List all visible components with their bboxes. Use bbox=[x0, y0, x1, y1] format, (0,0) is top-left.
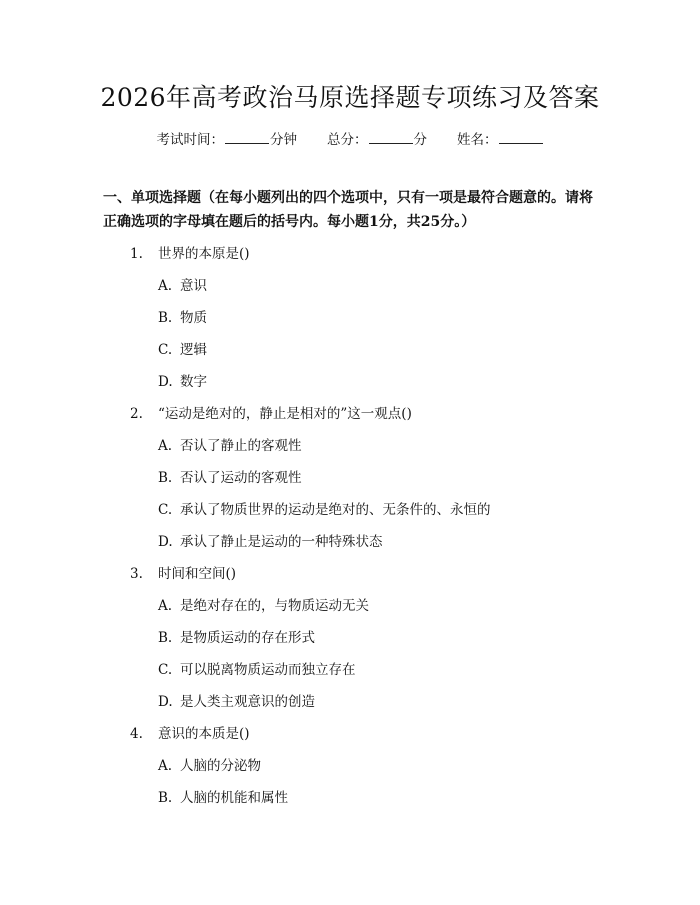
option-letter: B. bbox=[158, 790, 173, 806]
option-text: 承认了物质世界的运动是绝对的、无条件的、永恒的 bbox=[180, 502, 491, 518]
total-score-blank bbox=[369, 129, 413, 144]
question-item bbox=[0, 398, 700, 430]
option-text: 逻辑 bbox=[180, 342, 207, 358]
option-letter: C. bbox=[158, 662, 173, 678]
option-text: 否认了静止的客观性 bbox=[180, 438, 302, 454]
question-number: 4. bbox=[130, 726, 143, 742]
question-number: 1. bbox=[130, 246, 143, 262]
option-text: 可以脱离物质运动而独立存在 bbox=[180, 662, 356, 678]
exam-time-blank bbox=[225, 129, 269, 144]
question-item bbox=[0, 238, 700, 270]
section-heading: 一、单项选择题（在每小题列出的四个选项中，只有一项是最符合题意的。请将正确选项的字母填在题后的括号内。每小题1分，共25分。） bbox=[103, 190, 593, 230]
option-item bbox=[0, 270, 700, 302]
option-item bbox=[0, 782, 700, 814]
option-letter: B. bbox=[158, 470, 173, 486]
option-letter: A. bbox=[158, 598, 173, 614]
total-score-label: 总分： bbox=[327, 132, 368, 148]
option-text: 数字 bbox=[180, 374, 207, 390]
option-text: 承认了静止是运动的一种特殊状态 bbox=[180, 534, 383, 550]
option-letter: C. bbox=[158, 342, 173, 358]
option-letter: A. bbox=[158, 758, 173, 774]
exam-time-unit: 分钟 bbox=[270, 132, 297, 148]
option-letter: C. bbox=[158, 502, 173, 518]
option-item bbox=[0, 590, 700, 622]
option-text: 意识 bbox=[180, 278, 207, 294]
option-letter: D. bbox=[158, 534, 173, 550]
option-item bbox=[0, 334, 700, 366]
option-item bbox=[0, 654, 700, 686]
student-name-field bbox=[457, 128, 544, 152]
option-text: 否认了运动的客观性 bbox=[180, 470, 302, 486]
option-text: 是人类主观意识的创造 bbox=[180, 694, 315, 710]
option-text: 物质 bbox=[180, 310, 207, 326]
question-number: 2. bbox=[130, 406, 143, 422]
question-item bbox=[0, 718, 700, 750]
option-letter: D. bbox=[158, 694, 173, 710]
question-stem: 意识的本质是() bbox=[158, 726, 250, 742]
question-list bbox=[0, 238, 700, 814]
question-stem: 时间和空间() bbox=[158, 566, 237, 582]
option-text: 是绝对存在的，与物质运动无关 bbox=[180, 598, 369, 614]
option-item bbox=[0, 462, 700, 494]
option-text: 是物质运动的存在形式 bbox=[180, 630, 315, 646]
student-name-blank bbox=[499, 129, 543, 144]
exam-info-line bbox=[0, 128, 700, 152]
option-item bbox=[0, 750, 700, 782]
option-letter: B. bbox=[158, 630, 173, 646]
question-stem: “运动是绝对的，静止是相对的”这一观点() bbox=[158, 406, 412, 422]
option-item bbox=[0, 622, 700, 654]
option-item bbox=[0, 302, 700, 334]
option-item bbox=[0, 366, 700, 398]
option-text: 人脑的分泌物 bbox=[180, 758, 261, 774]
option-letter: A. bbox=[158, 278, 173, 294]
option-letter: D. bbox=[158, 374, 173, 390]
option-item bbox=[0, 686, 700, 718]
question-number: 3. bbox=[130, 566, 143, 582]
exam-time-field bbox=[157, 128, 298, 152]
total-score-field bbox=[327, 128, 427, 152]
page-title: 2026年高考政治马原选择题专项练习及答案 bbox=[100, 83, 600, 112]
option-item bbox=[0, 526, 700, 558]
student-name-label: 姓名： bbox=[457, 132, 498, 148]
option-text: 人脑的机能和属性 bbox=[180, 790, 288, 806]
option-letter: B. bbox=[158, 310, 173, 326]
exam-time-label: 考试时间： bbox=[156, 132, 224, 148]
option-letter: A. bbox=[158, 438, 173, 454]
option-item bbox=[0, 494, 700, 526]
total-score-unit: 分 bbox=[413, 132, 427, 148]
question-stem: 世界的本原是() bbox=[158, 246, 250, 262]
option-item bbox=[0, 430, 700, 462]
question-item bbox=[0, 558, 700, 590]
